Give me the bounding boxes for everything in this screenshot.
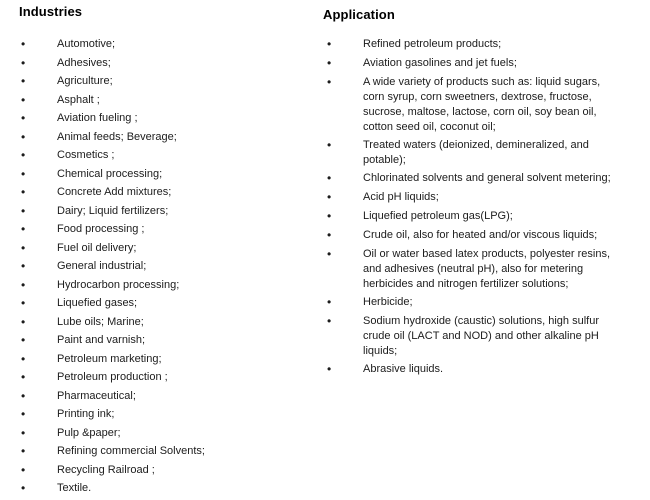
list-item-text: A wide variety of products such as: liquid sugars, corn syrup, corn sweetners, dextrose, fructose, sucrose, maltose, lactose, corn oil, soy bean oil, cotton seed oil, coconut oil;: [363, 76, 601, 133]
list-item-text: Agriculture;: [57, 75, 113, 87]
bullet-icon: [19, 222, 57, 238]
bullet-icon: [19, 426, 57, 442]
list-item-text: Printing ink;: [57, 408, 115, 420]
bullet-icon: [19, 241, 57, 257]
list-item-text: Paint and varnish;: [57, 334, 146, 346]
list-item: [19, 56, 314, 72]
list-item: [19, 111, 314, 127]
bullet-icon: [19, 56, 57, 72]
list-item-text: Food processing ;: [57, 223, 145, 235]
bullet-icon: [19, 296, 57, 312]
list-item-text: Petroleum marketing;: [57, 352, 162, 365]
list-item-text: Adhesives;: [57, 56, 111, 69]
bullet-icon: [323, 37, 363, 53]
bullet-icon: [323, 295, 363, 311]
list-item: [323, 171, 623, 187]
list-item: [19, 148, 314, 164]
list-item-text: General industrial;: [57, 260, 147, 272]
list-item-text: Hydrocarbon processing;: [57, 278, 180, 291]
list-item: [19, 167, 314, 183]
list-item: [323, 209, 623, 225]
list-item: [19, 481, 314, 497]
bullet-icon: [323, 362, 363, 378]
list-item-text: Chlorinated solvents and general solvent metering;: [363, 172, 611, 184]
list-item: [19, 241, 314, 257]
list-item: [323, 37, 623, 53]
list-item: [19, 259, 314, 275]
application-section: [323, 8, 623, 381]
list-item: [19, 93, 314, 109]
bullet-icon: [19, 370, 57, 386]
list-item: [19, 315, 314, 331]
list-item: [19, 463, 314, 479]
list-item-text: Crude oil, also for heated and/or viscous liquids;: [363, 229, 598, 241]
list-item-text: Oil or water based latex products, polyester resins, and adhesives (neutral pH), also for metering herbicides and nitrogen fertilizer solutions;: [363, 248, 611, 290]
list-item-text: Recycling Railroad ;: [57, 463, 155, 476]
bullet-icon: [323, 228, 363, 244]
bullet-icon: [19, 352, 57, 368]
industries-title: Industries: [19, 4, 83, 19]
bullet-icon: [19, 463, 57, 479]
list-item-text: Cosmetics ;: [57, 149, 115, 161]
list-item: [19, 352, 314, 368]
list-item: [19, 389, 314, 405]
bullet-icon: [323, 209, 363, 225]
bullet-icon: [19, 204, 57, 220]
bullet-icon: [323, 314, 363, 330]
list-item: [323, 190, 623, 206]
list-item: [19, 296, 314, 312]
list-item: [19, 74, 314, 90]
list-item-text: Concrete Add mixtures;: [57, 186, 172, 198]
list-item-text: Asphalt ;: [57, 93, 100, 106]
bullet-icon: [19, 333, 57, 349]
bullet-icon: [323, 247, 363, 263]
bullet-icon: [19, 111, 57, 127]
bullet-icon: [19, 167, 57, 183]
bullet-icon: [19, 444, 57, 460]
list-item-text: Aviation gasolines and jet fuels;: [363, 57, 517, 69]
bullet-icon: [19, 93, 57, 109]
list-item-text: Pharmaceutical;: [57, 389, 136, 402]
list-item: [323, 138, 623, 168]
list-item-text: Animal feeds; Beverage;: [57, 130, 177, 143]
list-item-text: Dairy; Liquid fertilizers;: [57, 204, 169, 217]
list-item: [323, 295, 623, 311]
list-item-text: Refined petroleum products;: [363, 38, 502, 50]
list-item: [19, 222, 314, 238]
industries-list: [19, 37, 314, 497]
bullet-icon: [323, 56, 363, 72]
list-item-text: Sodium hydroxide (caustic) solutions, high sulfur crude oil (LACT and NOD) and other alkaline pH liquids;: [363, 315, 600, 357]
list-item: [323, 247, 623, 292]
list-item-text: Textile.: [57, 482, 92, 494]
list-item: [323, 75, 623, 135]
bullet-icon: [323, 171, 363, 187]
list-item: [19, 185, 314, 201]
list-item: [323, 56, 623, 72]
bullet-icon: [19, 481, 57, 497]
bullet-icon: [19, 278, 57, 294]
bullet-icon: [19, 37, 57, 53]
list-item: [19, 333, 314, 349]
bullet-icon: [323, 190, 363, 206]
bullet-icon: [19, 259, 57, 275]
list-item-text: Treated waters (deionized, demineralized, and potable);: [363, 139, 589, 166]
list-item: [19, 370, 314, 386]
list-item-text: Pulp &paper;: [57, 426, 121, 439]
list-item: [323, 228, 623, 244]
list-item: [19, 426, 314, 442]
list-item-text: Herbicide;: [363, 296, 413, 308]
list-item: [323, 314, 623, 359]
bullet-icon: [19, 185, 57, 201]
application-title: Application: [323, 7, 395, 22]
list-item: [323, 362, 623, 378]
list-item-text: Liquefied petroleum gas(LPG);: [363, 210, 513, 222]
list-item-text: Liquefied gases;: [57, 297, 138, 309]
list-item: [19, 444, 314, 460]
bullet-icon: [19, 315, 57, 331]
list-item: [19, 37, 314, 53]
bullet-icon: [19, 74, 57, 90]
bullet-icon: [19, 148, 57, 164]
industries-section: [19, 5, 314, 500]
list-item: [19, 278, 314, 294]
list-item: [19, 407, 314, 423]
list-item-text: Acid pH liquids;: [363, 191, 439, 203]
bullet-icon: [323, 75, 363, 91]
list-item-text: Aviation fueling ;: [57, 112, 138, 124]
bullet-icon: [323, 138, 363, 154]
bullet-icon: [19, 389, 57, 405]
bullet-icon: [19, 130, 57, 146]
list-item-text: Fuel oil delivery;: [57, 241, 137, 254]
bullet-icon: [19, 407, 57, 423]
list-item: [19, 130, 314, 146]
application-list: [323, 37, 623, 378]
list-item: [19, 204, 314, 220]
list-item-text: Lube oils; Marine;: [57, 315, 144, 328]
list-item-text: Refining commercial Solvents;: [57, 445, 205, 457]
list-item-text: Chemical processing;: [57, 167, 163, 180]
list-item-text: Abrasive liquids.: [363, 363, 444, 375]
list-item-text: Automotive;: [57, 38, 116, 50]
list-item-text: Petroleum production ;: [57, 371, 168, 383]
